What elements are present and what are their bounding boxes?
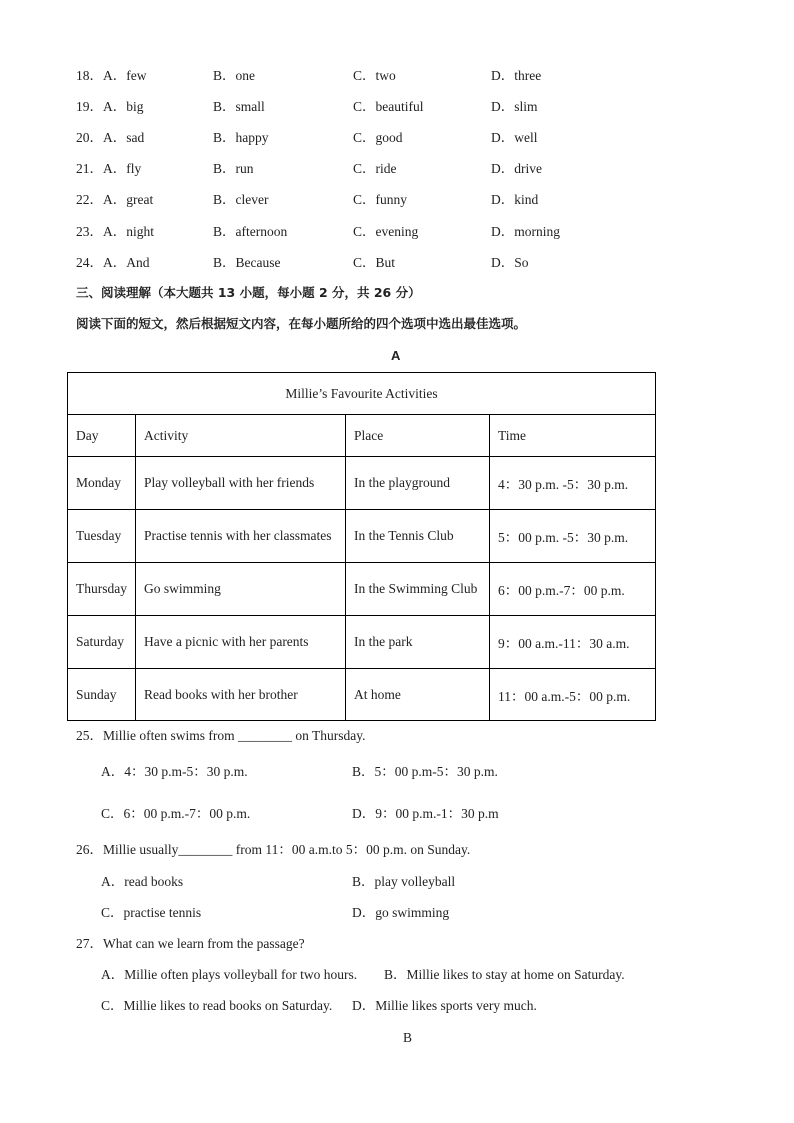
question-20-number: 20．	[76, 130, 103, 145]
question-20-option-b[interactable]: B．happy	[213, 130, 269, 145]
table-header-time: Time	[490, 415, 656, 457]
table-cell-place: In the playground	[346, 457, 490, 510]
question-18-option-b[interactable]: B．one	[213, 68, 255, 83]
activities-table	[67, 372, 656, 721]
table-cell-place: At home	[346, 669, 490, 721]
table-row	[68, 616, 656, 669]
section-title: 三、阅读理解（本大题共 13 小题，每小题 2 分，共 26 分）	[76, 285, 421, 300]
passage-a-label: A	[391, 348, 401, 363]
question-21-option-c[interactable]: C．ride	[353, 161, 397, 176]
table-cell-time: 4：30 p.m. -5：30 p.m.	[490, 457, 656, 510]
table-cell-activity: Have a picnic with her parents	[136, 616, 346, 669]
table-cell-day: Tuesday	[68, 510, 136, 563]
question-23-option-c[interactable]: C．evening	[353, 224, 419, 239]
table-row	[68, 510, 656, 563]
question-19-option-c[interactable]: C．beautiful	[353, 99, 424, 114]
question-21-option-b[interactable]: B．run	[213, 161, 254, 176]
table-cell-place: In the park	[346, 616, 490, 669]
question-20-option-a[interactable]: A．sad	[103, 130, 145, 145]
question-22-option-a[interactable]: A．great	[103, 192, 154, 207]
question-19-option-a[interactable]: A．big	[103, 99, 144, 114]
question-26-option-a[interactable]: A．read books	[101, 874, 184, 889]
question-26-option-b[interactable]: B．play volleyball	[352, 874, 456, 889]
question-22-option-b[interactable]: B．clever	[213, 192, 269, 207]
table-cell-day: Saturday	[68, 616, 136, 669]
question-23-option-a[interactable]: A．night	[103, 224, 155, 239]
question-21-option-a[interactable]: A．fly	[103, 161, 142, 176]
question-25-option-b[interactable]: B．5：00 p.m-5：30 p.m.	[352, 764, 498, 779]
question-22-option-d[interactable]: D．kind	[491, 192, 539, 207]
question-20-option-c[interactable]: C．good	[353, 130, 403, 145]
question-26-option-c[interactable]: C．practise tennis	[101, 905, 202, 920]
table-cell-time: 11：00 a.m.-5：00 p.m.	[490, 669, 656, 721]
question-25-stem: 25．Millie often swims from ________ on Thursday.	[76, 728, 366, 743]
question-23-option-b[interactable]: B．afternoon	[213, 224, 288, 239]
table-cell-time: 9：00 a.m.-11：30 a.m.	[490, 616, 656, 669]
table-cell-time: 5：00 p.m. -5：30 p.m.	[490, 510, 656, 563]
table-header-activity: Activity	[136, 415, 346, 457]
question-27-option-b[interactable]: B．Millie likes to stay at home on Saturday.	[384, 967, 625, 982]
table-caption-row	[68, 373, 656, 415]
section-instruction: 阅读下面的短文，然后根据短文内容，在每小题所给的四个选项中选出最佳选项。	[76, 316, 527, 331]
question-18-option-c[interactable]: C．two	[353, 68, 396, 83]
question-22-option-c[interactable]: C．funny	[353, 192, 407, 207]
table-cell-activity: Read books with her brother	[136, 669, 346, 721]
question-27-option-c[interactable]: C．Millie likes to read books on Saturday.	[101, 998, 333, 1013]
table-row	[68, 457, 656, 510]
table-cell-day: Monday	[68, 457, 136, 510]
table-cell-activity: Play volleyball with her friends	[136, 457, 346, 510]
question-19-option-b[interactable]: B．small	[213, 99, 265, 114]
question-22-number: 22．	[76, 192, 103, 207]
question-19-number: 19．	[76, 99, 103, 114]
question-24-number: 24．	[76, 255, 103, 270]
question-27-option-d[interactable]: D．Millie likes sports very much.	[352, 998, 537, 1013]
question-27-option-a[interactable]: A．Millie often plays volleyball for two hours.	[101, 967, 358, 982]
table-cell-activity: Go swimming	[136, 563, 346, 616]
table-cell-time: 6：00 p.m.-7：00 p.m.	[490, 563, 656, 616]
question-24-option-b[interactable]: B．Because	[213, 255, 281, 270]
table-header-day: Day	[68, 415, 136, 457]
question-26-option-d[interactable]: D．go swimming	[352, 905, 450, 920]
question-21-number: 21．	[76, 161, 103, 176]
question-26-stem: 26．Millie usually________ from 11：00 a.m.to 5：00 p.m. on Sunday.	[76, 842, 471, 857]
table-cell-day: Thursday	[68, 563, 136, 616]
question-23-number: 23．	[76, 224, 103, 239]
question-25-option-d[interactable]: D．9：00 p.m.-1：30 p.m	[352, 806, 499, 821]
table-row	[68, 669, 656, 721]
table-header-row	[68, 415, 656, 457]
question-27-stem: 27．What can we learn from the passage?	[76, 936, 305, 951]
table-cell-place: In the Swimming Club	[346, 563, 490, 616]
question-25-option-a[interactable]: A．4：30 p.m-5：30 p.m.	[101, 764, 248, 779]
question-21-option-d[interactable]: D．drive	[491, 161, 542, 176]
table-header-place: Place	[346, 415, 490, 457]
table-cell-activity: Practise tennis with her classmates	[136, 510, 346, 563]
question-25-option-c[interactable]: C．6：00 p.m.-7：00 p.m.	[101, 806, 251, 821]
question-23-option-d[interactable]: D．morning	[491, 224, 560, 239]
table-caption: Millie’s Favourite Activities	[68, 373, 656, 415]
passage-b-label: B	[403, 1030, 413, 1045]
question-18-number: 18．	[76, 68, 103, 83]
question-19-option-d[interactable]: D．slim	[491, 99, 538, 114]
question-18-option-a[interactable]: A．few	[103, 68, 147, 83]
question-20-option-d[interactable]: D．well	[491, 130, 538, 145]
question-18-option-d[interactable]: D．three	[491, 68, 542, 83]
question-24-option-d[interactable]: D．So	[491, 255, 529, 270]
table-cell-day: Sunday	[68, 669, 136, 721]
question-24-option-c[interactable]: C．But	[353, 255, 396, 270]
table-cell-place: In the Tennis Club	[346, 510, 490, 563]
question-24-option-a[interactable]: A．And	[103, 255, 150, 270]
table-row	[68, 563, 656, 616]
